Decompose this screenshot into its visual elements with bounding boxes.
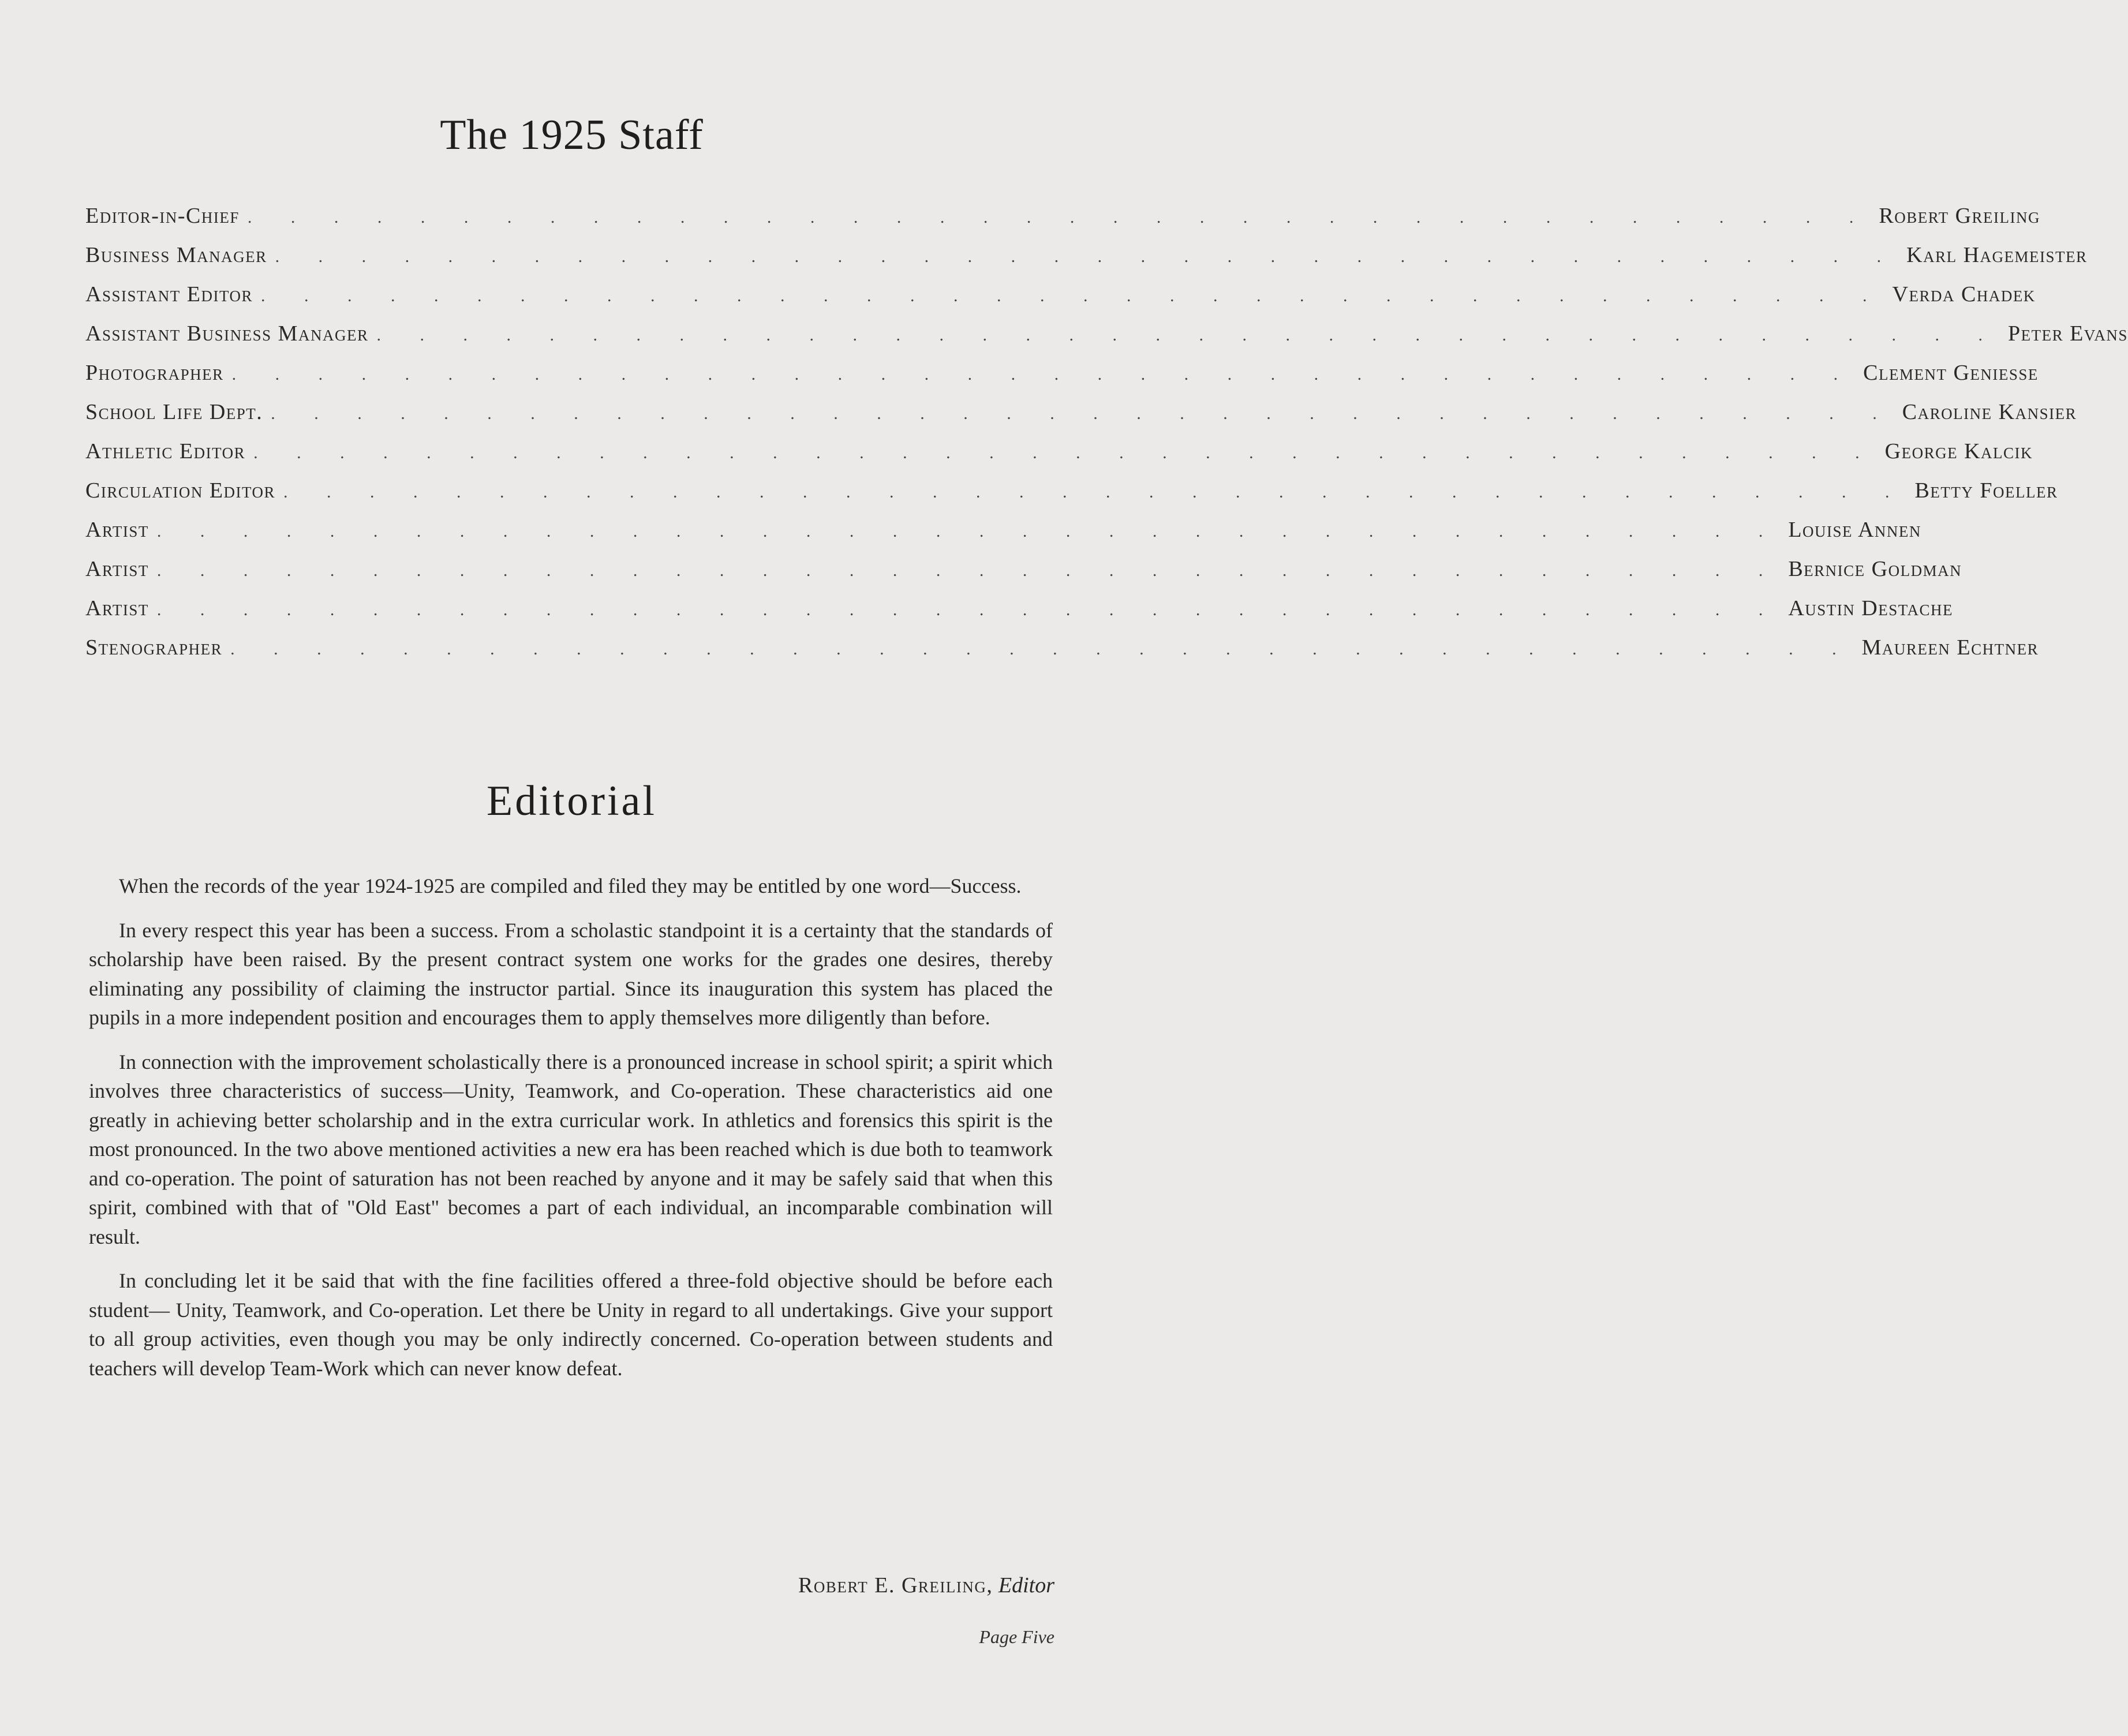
staff-name: Robert Greiling	[1879, 204, 2041, 228]
staff-role: Business Manager	[85, 243, 267, 267]
staff-name: Maureen Echtner	[1861, 635, 2039, 660]
staff-row	[85, 478, 2058, 517]
dot-leader: . . . . . . . . . . . . . . . . . . . . . . . . . . . . . . . . . . . . . .	[253, 443, 1877, 462]
staff-role: Artist	[85, 557, 149, 581]
staff-role: Athletic Editor	[85, 439, 246, 463]
editorial-body	[89, 871, 1053, 1398]
staff-title: The 1925 Staff	[440, 111, 704, 159]
staff-name: Caroline Kansier	[1902, 400, 2077, 424]
dot-leader: . . . . . . . . . . . . . . . . . . . . . . . . . . . . . . . . . . . . . .	[231, 365, 1856, 384]
staff-name: Karl Hagemeister	[1906, 243, 2088, 267]
staff-role: Artist	[85, 596, 149, 620]
staff-row	[85, 242, 2088, 282]
staff-row	[85, 439, 2033, 478]
staff-list	[85, 203, 2128, 674]
staff-name: Bernice Goldman	[1788, 557, 1962, 581]
staff-row	[85, 203, 2041, 242]
staff-row	[85, 399, 2077, 439]
staff-role: Editor-in-Chief	[85, 204, 240, 228]
staff-row	[85, 321, 2128, 360]
staff-name: Austin Destache	[1788, 596, 1954, 620]
editorial-paragraph: In every respect this year has been a success. From a scholastic standpoint it is a certainty that the standards of scholarship have been raised. By the present contract system one works for the grades one desires, thereby eliminating any possibility of claiming the instructor partial. Since its inauguration this system has placed the pupils in a more independent position and encourages them to apply themselves more diligently than before.	[89, 918, 1053, 1029]
dot-leader: . . . . . . . . . . . . . . . . . . . . . . . . . . . . . . . . . . . . . .	[271, 404, 1894, 423]
staff-role: Stenographer	[85, 635, 223, 660]
staff-row	[85, 556, 1962, 596]
staff-row	[85, 517, 1921, 556]
signature-title: Editor	[998, 1573, 1054, 1597]
staff-role: Circulation Editor	[85, 478, 276, 503]
staff-row	[85, 635, 2039, 674]
staff-row	[85, 282, 2036, 321]
staff-row	[85, 596, 1954, 635]
dot-leader: . . . . . . . . . . . . . . . . . . . . . . . . . . . . . . . . . . . . . .	[156, 522, 1781, 541]
staff-role: Photographer	[85, 361, 224, 385]
page-number: Page Five	[979, 1626, 1054, 1647]
dot-leader: . . . . . . . . . . . . . . . . . . . . . . . . . . . . . . . . . . . . . .	[261, 286, 1884, 305]
dot-leader: . . . . . . . . . . . . . . . . . . . . . . . . . . . . . . . . . . . . . .	[247, 208, 1871, 227]
dot-leader: . . . . . . . . . . . . . . . . . . . . . . . . . . . . . . . . . . . . . .	[156, 561, 1781, 580]
staff-name: Louise Annen	[1788, 518, 1921, 542]
editorial-paragraph: When the records of the year 1924-1925 are compiled and filed they may be entitled by one word—Success.	[119, 874, 1022, 897]
editorial-paragraph: In connection with the improvement scholastically there is a pronounced increase in school spirit; a spirit which involves three characteristics of success—Unity, Teamwork, and Co-operation. These characteristics aid one greatly in achieving better scholarship and in the extra curricular work. In athletics and forensics this spirit is the most pronounced. In the two above mentioned activities a new era has been reached which is due both to teamwork and co-operation. The point of saturation has not been reached by anyone and it may be safely said that when this spirit, combined with that of "Old East" becomes a part of each individual, an incomparable combination will result.	[89, 1050, 1053, 1248]
staff-name: Clement Geniesse	[1863, 361, 2039, 385]
dot-leader: . . . . . . . . . . . . . . . . . . . . . . . . . . . . . . . . . . . . . .	[376, 326, 2000, 345]
dot-leader: . . . . . . . . . . . . . . . . . . . . . . . . . . . . . . . . . . . . . .	[275, 247, 1899, 266]
dot-leader: . . . . . . . . . . . . . . . . . . . . . . . . . . . . . . . . . . . . . .	[156, 600, 1781, 619]
staff-role: Assistant Business Manager	[85, 321, 369, 346]
staff-role: School Life Dept.	[85, 400, 263, 424]
editorial-signature	[798, 1573, 1054, 1598]
editorial-title: Editorial	[487, 777, 657, 825]
staff-role: Assistant Editor	[85, 282, 253, 306]
dot-leader: . . . . . . . . . . . . . . . . . . . . . . . . . . . . . . . . . . . . . .	[283, 482, 1907, 502]
staff-role: Artist	[85, 518, 149, 542]
staff-name: Peter Evans	[2007, 321, 2128, 346]
staff-name: Betty Foeller	[1914, 478, 2058, 503]
staff-row	[85, 360, 2039, 399]
staff-name: Verda Chadek	[1892, 282, 2036, 306]
editorial-paragraph: In concluding let it be said that with the fine facilities offered a three-fold objective should be before each student— Unity, Teamwork, and Co-operation. Let there be Unity in regard to all undertakings. Give your support to all group activities, even though you may be only indirectly concerned. Co-operation between students and teachers will develop Team-Work which can never know defeat.	[89, 1269, 1053, 1380]
dot-leader: . . . . . . . . . . . . . . . . . . . . . . . . . . . . . . . . . . . . . .	[230, 639, 1854, 659]
signature-name: Robert E. Greiling,	[798, 1573, 993, 1597]
staff-name: George Kalcik	[1884, 439, 2033, 463]
